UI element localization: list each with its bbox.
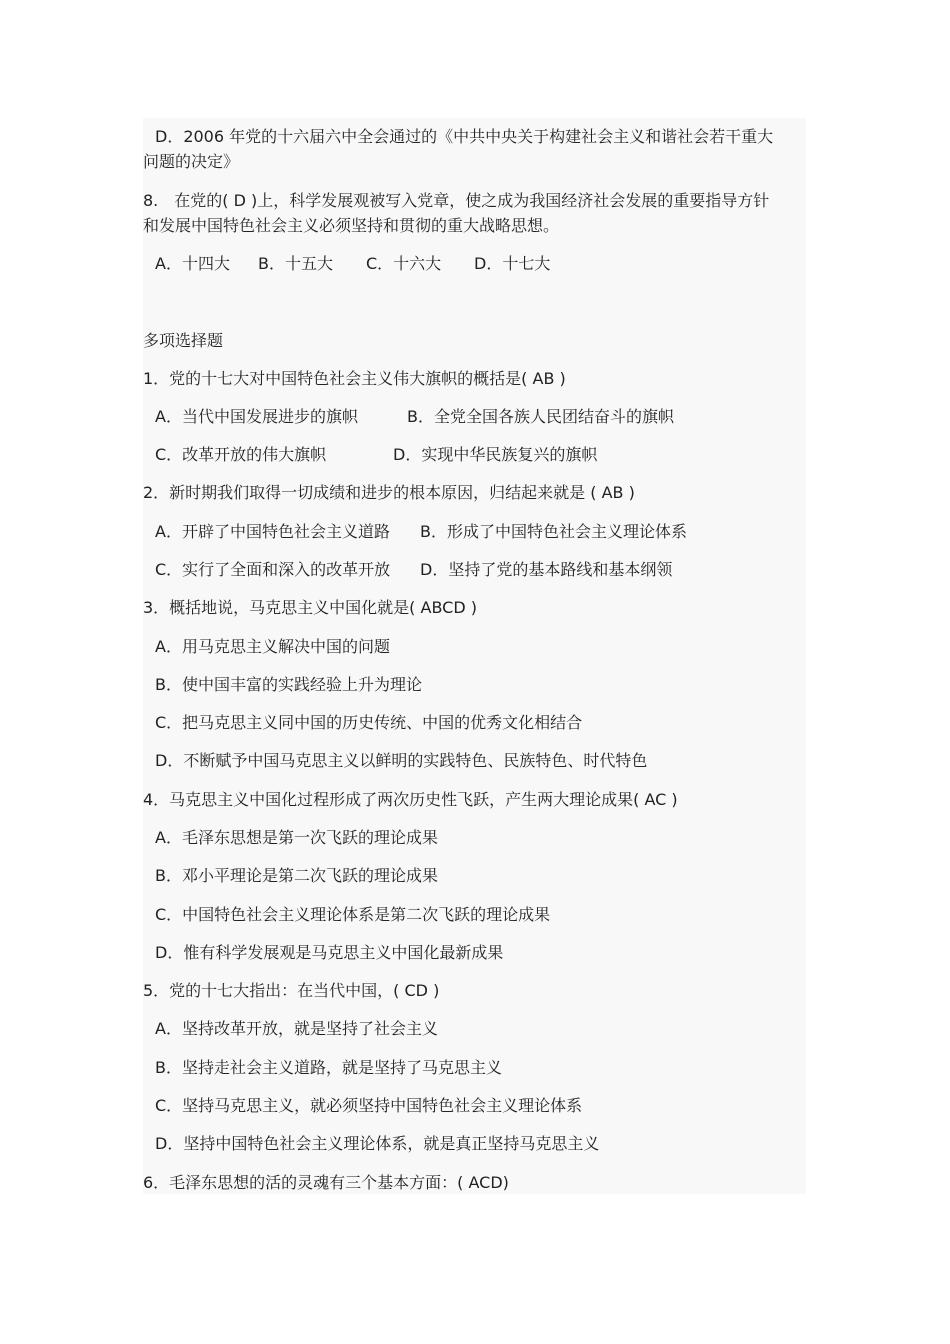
mq5-option-c: C．坚持马克思主义，就必须坚持中国特色社会主义理论体系 [155, 1096, 583, 1115]
mq4-option-c: C．中国特色社会主义理论体系是第二次飞跃的理论成果 [155, 905, 551, 924]
prev-option-d-line2: 问题的决定》 [143, 152, 240, 171]
mq1-question: 1．党的十七大对中国特色社会主义伟大旗帜的概括是( AB ) [143, 369, 566, 388]
q8-option-b: B．十五大 [258, 254, 333, 273]
mq5-option-b: B．坚持走社会主义道路，就是坚持了马克思主义 [155, 1058, 502, 1077]
mq1-option-a: A．当代中国发展进步的旗帜 [155, 407, 358, 426]
mq2-option-b: B．形成了中国特色社会主义理论体系 [420, 522, 687, 541]
q8-option-c: C．十六大 [366, 254, 442, 273]
mq2-question: 2．新时期我们取得一切成绩和进步的根本原因，归结起来就是 ( AB ) [143, 483, 635, 502]
mq3-question: 3．概括地说，马克思主义中国化就是( ABCD ) [143, 598, 477, 617]
mq5-option-a: A．坚持改革开放，就是坚持了社会主义 [155, 1019, 438, 1038]
mq2-option-c: C．实行了全面和深入的改革开放 [155, 560, 391, 579]
mq2-option-a: A．开辟了中国特色社会主义道路 [155, 522, 390, 541]
mq2-option-d: D．坚持了党的基本路线和基本纲领 [420, 560, 673, 579]
mq1-option-d: D．实现中华民族复兴的旗帜 [393, 445, 598, 464]
section-title: 多项选择题 [143, 331, 224, 350]
mq4-option-b: B．邓小平理论是第二次飞跃的理论成果 [155, 866, 438, 885]
mq5-option-d: D．坚持中国特色社会主义理论体系，就是真正坚持马克思主义 [155, 1134, 600, 1153]
mq3-option-d: D．不断赋予中国马克思主义以鲜明的实践特色、民族特色、时代特色 [155, 751, 648, 770]
mq1-option-b: B．全党全国各族人民团结奋斗的旗帜 [407, 407, 674, 426]
mq3-option-a: A．用马克思主义解决中国的问题 [155, 637, 390, 656]
mq6-question: 6．毛泽东思想的活的灵魂有三个基本方面：( ACD) [143, 1173, 509, 1192]
mq4-option-d: D．惟有科学发展观是马克思主义中国化最新成果 [155, 943, 504, 962]
q8-option-d: D．十七大 [474, 254, 551, 273]
q8-text-line1: 8. 在党的( D )上，科学发展观被写入党章，使之成为我国经济社会发展的重要指导方针 [143, 191, 770, 210]
mq3-option-c: C．把马克思主义同中国的历史传统、中国的优秀文化相结合 [155, 713, 583, 732]
mq4-question: 4．马克思主义中国化过程形成了两次历史性飞跃，产生两大理论成果( AC ) [143, 790, 678, 809]
q8-text-line2: 和发展中国特色社会主义必须坚持和贯彻的重大战略思想。 [143, 216, 560, 235]
mq1-option-c: C．改革开放的伟大旗帜 [155, 445, 327, 464]
q8-option-a: A．十四大 [155, 254, 230, 273]
mq5-question: 5．党的十七大指出：在当代中国，( CD ) [143, 981, 440, 1000]
mq3-option-b: B．使中国丰富的实践经验上升为理论 [155, 675, 422, 694]
document-page [143, 118, 806, 1194]
mq4-option-a: A．毛泽东思想是第一次飞跃的理论成果 [155, 828, 438, 847]
prev-option-d-line1: D．2006 年党的十六届六中全会通过的《中共中央关于构建社会主义和谐社会若干重大 [155, 127, 774, 146]
